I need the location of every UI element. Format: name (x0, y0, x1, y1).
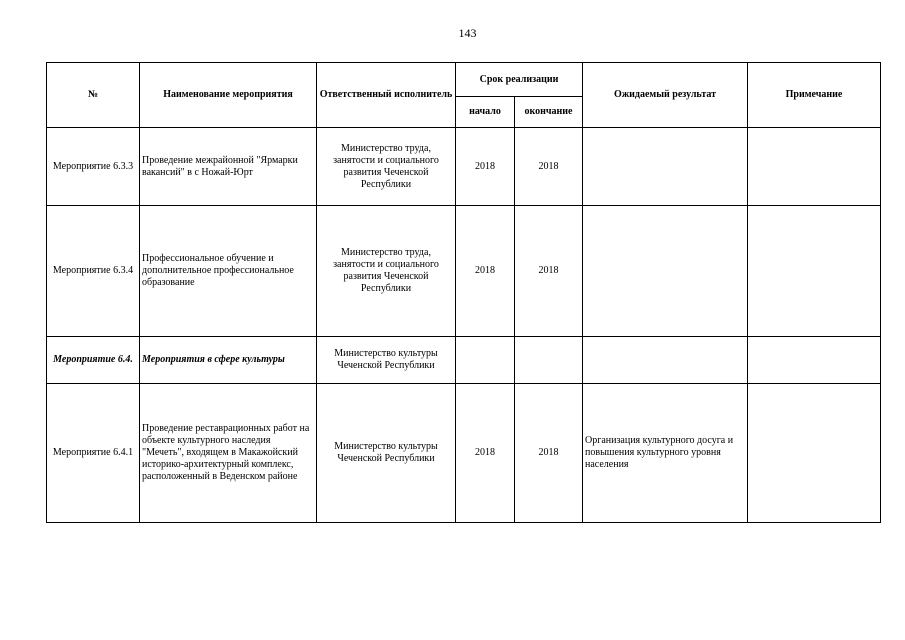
note (748, 128, 881, 206)
responsible-executor: Министерство культуры Чеченской Республики (317, 337, 456, 384)
expected-result (583, 206, 748, 337)
table-row (47, 206, 881, 337)
header-result: Ожидаемый результат (583, 63, 748, 128)
activity-name: Проведение реставрационных работ на объекте культурного наследия "Мечеть", входящем в Макажойский историко-архитектурный комплекс, расположенный в Веденском районе (140, 384, 317, 523)
expected-result: Организация культурного досуга и повышения культурного уровня населения (583, 384, 748, 523)
end-year: 2018 (515, 384, 583, 523)
section-row (47, 337, 881, 384)
header-name: Наименование мероприятия (140, 63, 317, 128)
start-year: 2018 (456, 384, 515, 523)
header-note: Примечание (748, 63, 881, 128)
end-year: 2018 (515, 206, 583, 337)
note (748, 337, 881, 384)
page-number: 143 (458, 26, 477, 40)
activity-number: Мероприятие 6.3.4 (47, 206, 140, 337)
table-row (47, 384, 881, 523)
header-row (47, 63, 881, 97)
note (748, 384, 881, 523)
header-start: начало (456, 97, 515, 128)
activity-number: Мероприятие 6.3.3 (47, 128, 140, 206)
activities-table (46, 62, 881, 523)
activity-name: Проведение межрайонной "Ярмарки вакансий" в с Ножай-Юрт (140, 128, 317, 206)
responsible-executor: Министерство культуры Чеченской Республики (317, 384, 456, 523)
end-year (515, 337, 583, 384)
header-responsible: Ответственный исполнитель (317, 63, 456, 128)
section-name: Мероприятия в сфере культуры (140, 337, 317, 384)
expected-result (583, 337, 748, 384)
table-row (47, 128, 881, 206)
responsible-executor: Министерство труда, занятости и социального развития Чеченской Республики (317, 206, 456, 337)
header-num: № (47, 63, 140, 128)
start-year: 2018 (456, 206, 515, 337)
end-year: 2018 (515, 128, 583, 206)
note (748, 206, 881, 337)
activity-name: Профессиональное обучение и дополнительное профессиональное образование (140, 206, 317, 337)
start-year: 2018 (456, 128, 515, 206)
header-period: Срок реализации (456, 63, 583, 97)
responsible-executor: Министерство труда, занятости и социального развития Чеченской Республики (317, 128, 456, 206)
section-number: Мероприятие 6.4. (47, 337, 140, 384)
expected-result (583, 128, 748, 206)
start-year (456, 337, 515, 384)
header-end: окончание (515, 97, 583, 128)
activity-number: Мероприятие 6.4.1 (47, 384, 140, 523)
